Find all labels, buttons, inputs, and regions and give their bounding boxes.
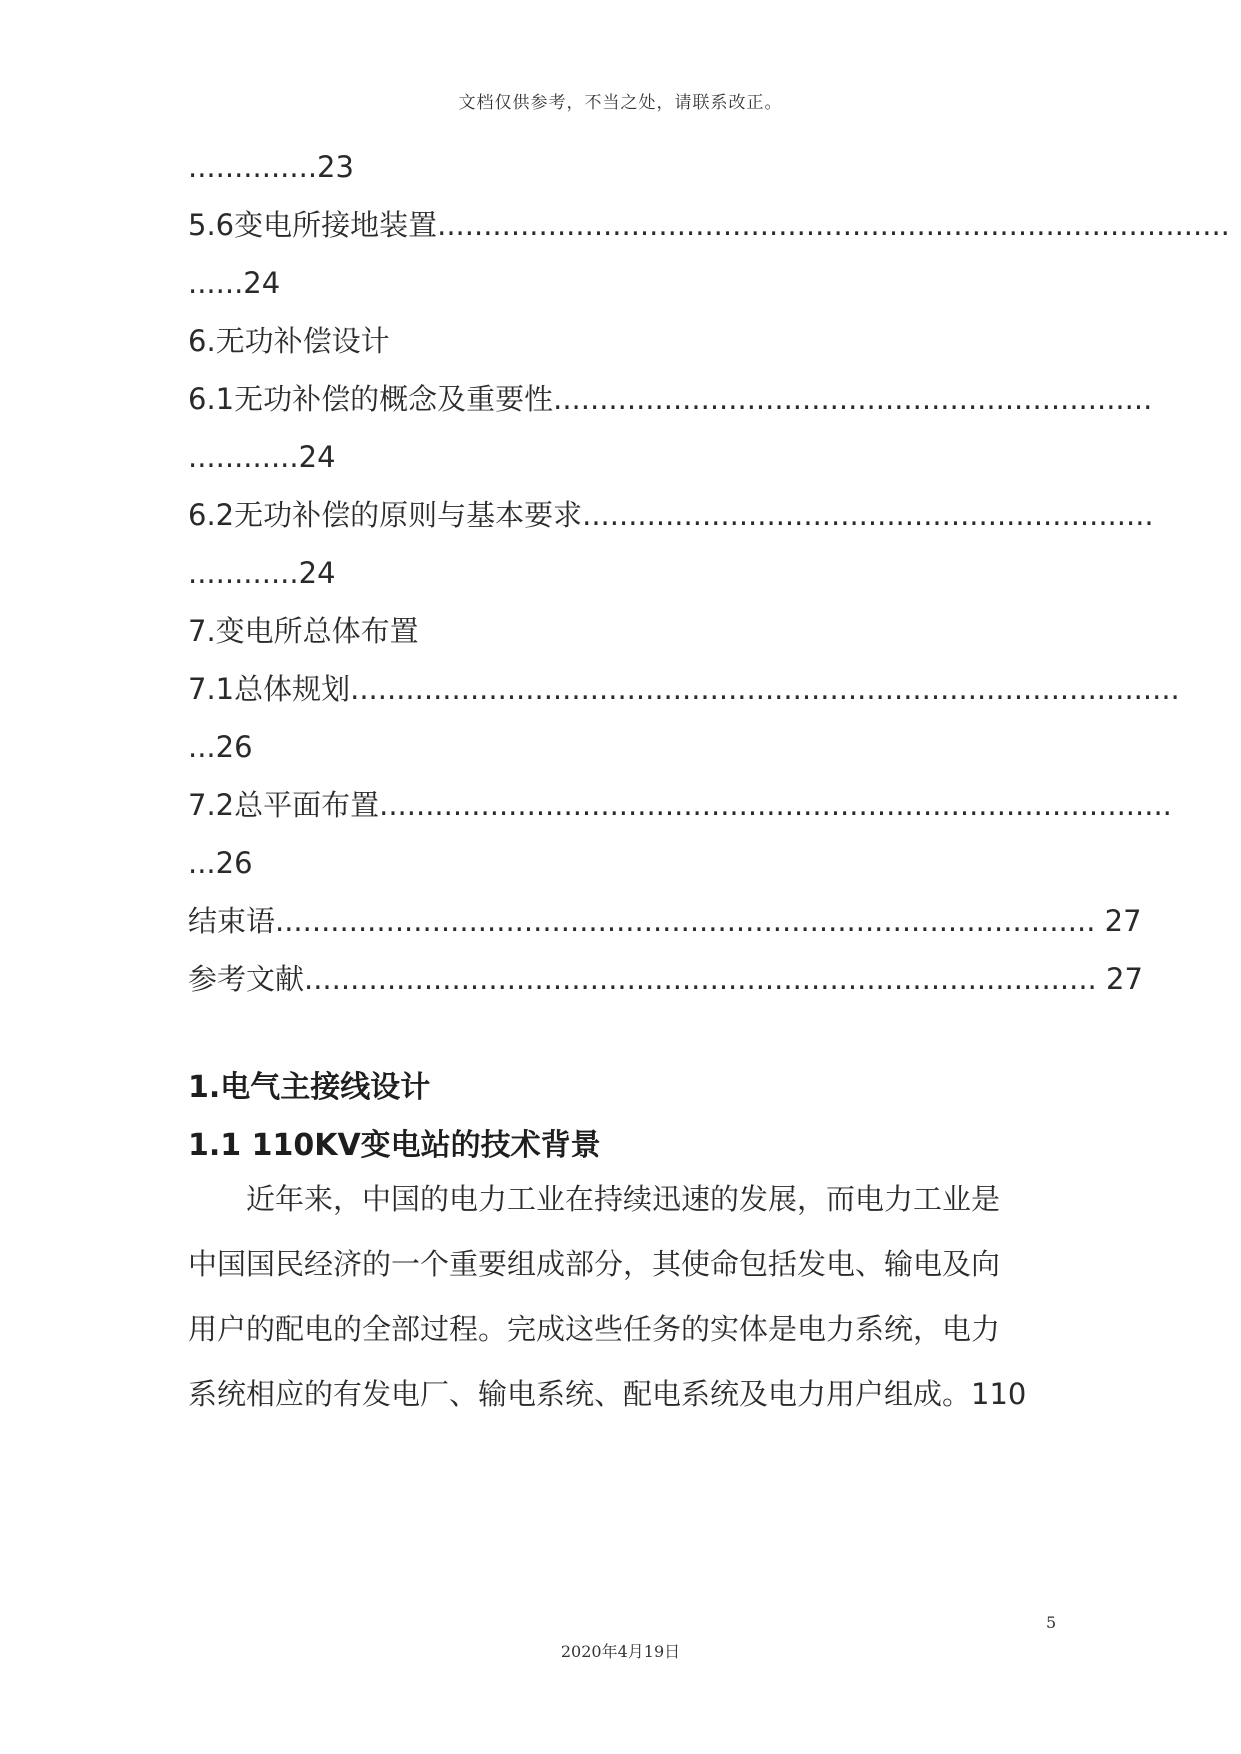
toc-entry-7: 7.变电所总体布置 [188, 614, 419, 648]
toc-entry-7-1: 7.1总体规划.......................................................................................... [188, 672, 1180, 706]
toc-entry-6-2: 6.2无功补偿的原则与基本要求.............................................................. [188, 498, 1154, 532]
toc-line: ......24 [188, 266, 281, 300]
footer-date: 2020年4月19日 [560, 1642, 681, 1661]
paragraph-line: 近年来，中国的电力工业在持续迅速的发展，而电力工业是 [246, 1182, 1001, 1216]
paragraph-line: 用户的配电的全部过程。完成这些任务的实体是电力系统，电力 [188, 1312, 1001, 1346]
toc-line: ............24 [188, 440, 336, 474]
toc-entry-5-6: 5.6变电所接地装置...................................................................................... [188, 208, 1230, 242]
toc-entry-6: 6.无功补偿设计 [188, 324, 390, 358]
paragraph-line: 中国国民经济的一个重要组成部分，其使命包括发电、输电及向 [188, 1247, 1001, 1281]
subsection-title: 1.1 110KV变电站的技术背景 [188, 1128, 601, 1163]
toc-entry-references: 参考文献...................................................................................... 27 [188, 962, 1143, 996]
toc-line: ..............23 [188, 150, 354, 184]
page-number: 5 [1046, 1613, 1057, 1632]
toc-line: ............24 [188, 556, 336, 590]
page-header: 文档仅供参考，不当之处，请联系改正。 [458, 93, 783, 113]
toc-entry-7-2: 7.2总平面布置...................................................................................... [188, 788, 1172, 822]
toc-entry-6-1: 6.1无功补偿的概念及重要性................................................................. [188, 382, 1153, 416]
toc-entry-conclusion: 结束语......................................................................................... 27 [188, 904, 1142, 938]
section-title: 1.电气主接线设计 [188, 1070, 431, 1105]
toc-line: ...26 [188, 846, 253, 880]
toc-line: ...26 [188, 730, 253, 764]
paragraph-line: 系统相应的有发电厂、输电系统、配电系统及电力用户组成。110 [188, 1377, 1027, 1411]
body-paragraph [188, 1167, 1068, 1427]
